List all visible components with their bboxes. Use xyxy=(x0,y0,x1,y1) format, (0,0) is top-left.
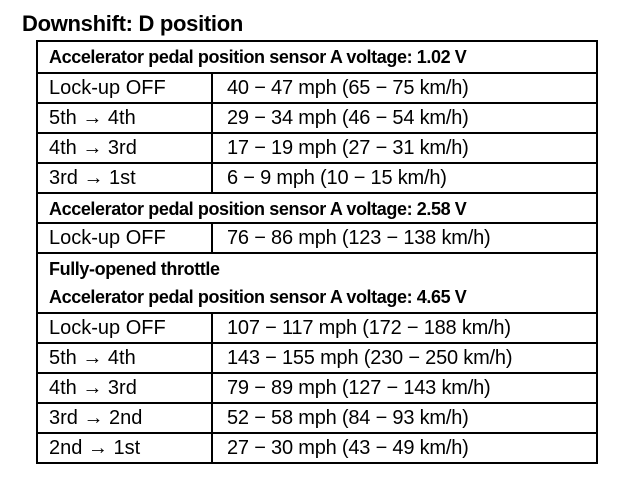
shift-cell: 3rd → 2nd xyxy=(38,404,213,432)
table-row xyxy=(38,372,596,402)
shift-cell: 2nd → 1st xyxy=(38,434,213,462)
shift-cell: 5th → 4th xyxy=(38,104,213,132)
shift-cell: Lock-up OFF xyxy=(38,314,213,342)
section-header: Fully-opened throttle xyxy=(38,252,596,282)
table-row xyxy=(38,102,596,132)
speed-cell: 6 − 9 mph (10 − 15 km/h) xyxy=(227,167,447,189)
shift-cell: Lock-up OFF xyxy=(38,74,213,102)
speed-cell: 52 − 58 mph (84 − 93 km/h) xyxy=(227,407,469,429)
speed-cell: 29 − 34 mph (46 − 54 km/h) xyxy=(227,107,469,129)
table-row xyxy=(38,402,596,432)
speed-cell: 107 − 117 mph (172 − 188 km/h) xyxy=(227,317,511,339)
table-row xyxy=(38,132,596,162)
downshift-table xyxy=(36,40,598,464)
speed-cell: 76 − 86 mph (123 − 138 km/h) xyxy=(227,227,491,249)
speed-cell: 27 − 30 mph (43 − 49 km/h) xyxy=(227,437,469,459)
shift-cell: 4th → 3rd xyxy=(38,134,213,162)
shift-cell: 4th → 3rd xyxy=(38,374,213,402)
section-header: Accelerator pedal position sensor A voltage: 1.02 V xyxy=(49,47,467,67)
page-title: Downshift: D position xyxy=(22,11,243,36)
section-header: Accelerator pedal position sensor A voltage: 2.58 V xyxy=(38,192,596,222)
shift-cell: 3rd → 1st xyxy=(38,164,213,192)
table-row xyxy=(38,312,596,342)
speed-cell: 143 − 155 mph (230 − 250 km/h) xyxy=(227,347,513,369)
speed-cell: 40 − 47 mph (65 − 75 km/h) xyxy=(227,77,469,99)
shift-cell: 5th → 4th xyxy=(38,344,213,372)
speed-cell: 79 − 89 mph (127 − 143 km/h) xyxy=(227,377,491,399)
section-subheader: Accelerator pedal position sensor A voltage: 4.65 V xyxy=(49,287,467,307)
table-row xyxy=(38,72,596,102)
speed-cell: 17 − 19 mph (27 − 31 km/h) xyxy=(227,137,469,159)
table-row xyxy=(38,162,596,192)
table-row xyxy=(38,222,596,252)
table-row xyxy=(38,432,596,462)
table-row xyxy=(38,342,596,372)
shift-cell: Lock-up OFF xyxy=(38,224,213,252)
